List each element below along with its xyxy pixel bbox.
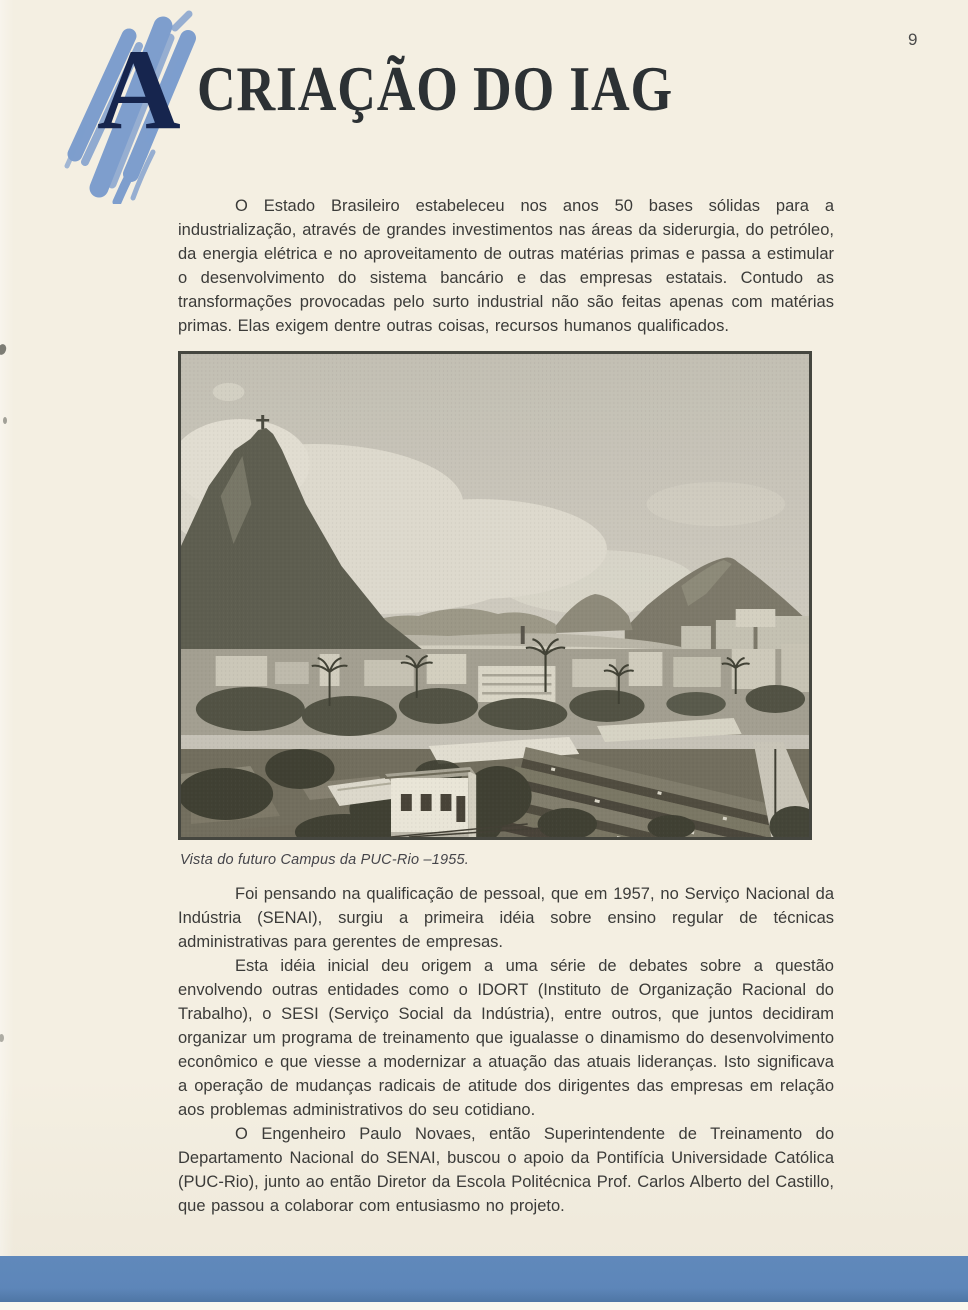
paragraph-senai: Foi pensando na qualificação de pessoal, que em 1957, no Serviço Nacional da Indústria (SENAI), surgiu a primeira idéia sobre ensino regular de técnicas administrativas para gerentes de empresas. <box>178 885 834 951</box>
photo-illustration <box>181 354 809 837</box>
page-title: CRIAÇÃO DO IAG <box>197 54 674 124</box>
paragraph-debates: Esta idéia inicial deu origem a uma série de debates sobre a questão envolvendo outras entidades como o IDORT (Instituto de Organização Racional do Trabalho), o SESI (Serviço Social da Indústria), entre outros, que juntos decidiram organizar um programa de treinamento que igualasse o dinamismo do desenvolvimento econômico e que viesse a modernizar a atuação das atuais lideranças. Isto significava a operação de mudanças radicais de atitude dos dirigentes das empresas em relação aos problemas administrativos do seu cotidiano. <box>178 957 834 1119</box>
footer-blue-bar <box>0 1256 968 1302</box>
paragraph-paulo-novaes: O Engenheiro Paulo Novaes, então Superintendente de Treinamento do Departamento Nacional do SENAI, buscou o apoio da Pontifícia Universidade Católica (PUC-Rio), junto ao então Diretor da Escola Politécnica Prof. Carlos Alberto del Castillo, que passou a colaborar com entusiasmo no projeto. <box>178 1125 834 1215</box>
scan-artifact <box>3 417 7 424</box>
page-bottom-edge <box>0 1302 968 1310</box>
photo-campus-view-1955 <box>178 351 812 840</box>
page-number: 9 <box>908 30 918 49</box>
body-text <box>178 882 834 1218</box>
scan-artifact <box>0 343 8 356</box>
photo-caption: Vista do futuro Campus da PUC-Rio –1955. <box>180 852 470 868</box>
intro-paragraph: O Estado Brasileiro estabeleceu nos anos 50 bases sólidas para a industrialização, através de grandes investimentos nas áreas da siderurgia, do petróleo, da energia elétrica e no aproveitamento de outras matérias primas e passa a estimular o desenvolvimento do sistema bancário e das empresas estatais. Contudo as transformações provocadas pelo surto industrial não são feitas apenas com matérias primas. Elas exigem dentre outras coisas, recursos humanos qualificados. <box>178 197 834 335</box>
photo-tint <box>181 354 809 837</box>
title-initial-letter: A <box>97 26 181 154</box>
scan-artifact <box>0 1034 4 1042</box>
